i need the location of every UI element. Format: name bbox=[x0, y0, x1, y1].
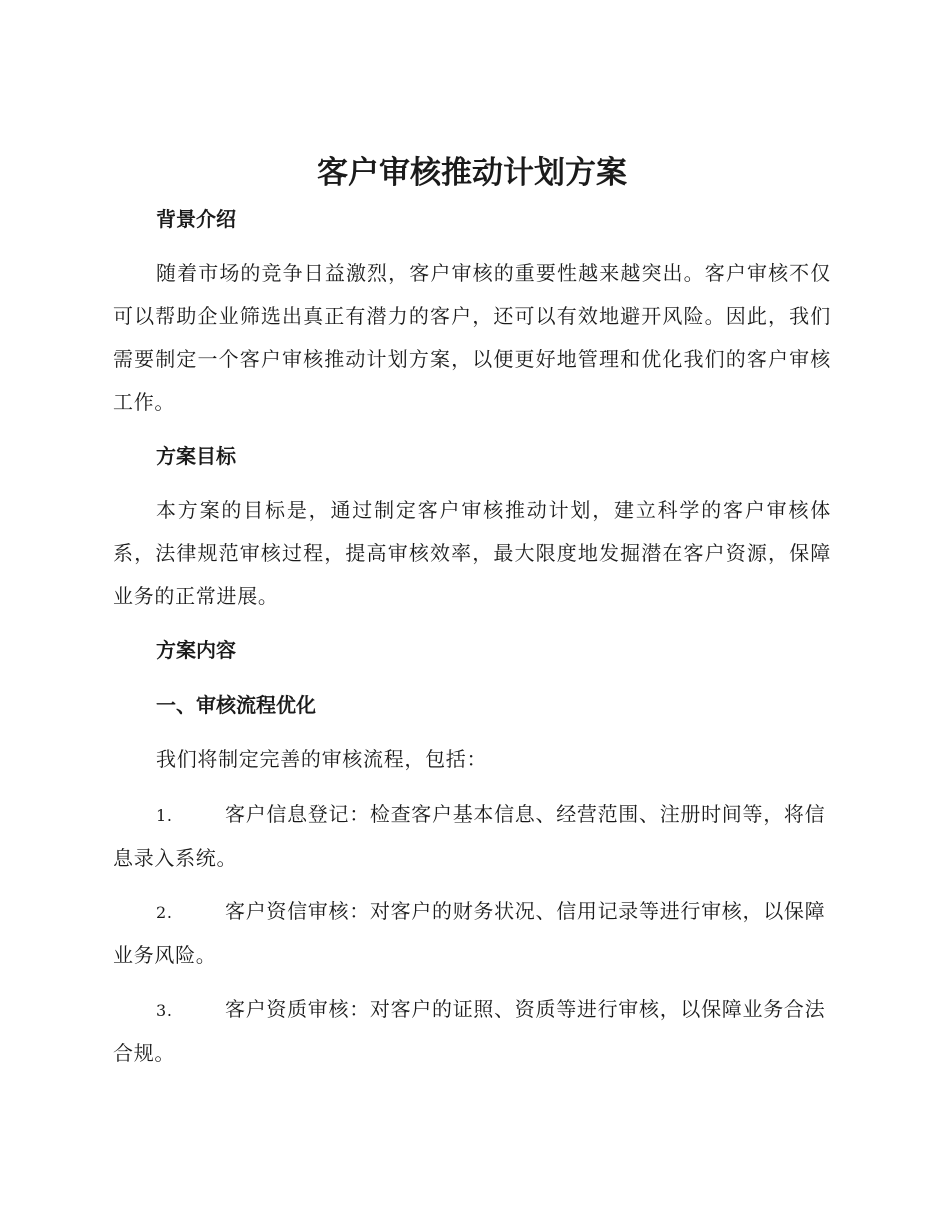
document-title: 客户审核推动计划方案 bbox=[317, 155, 627, 191]
list-number: 3. bbox=[156, 1001, 173, 1020]
section-heading-goals: 方案目标 bbox=[156, 444, 236, 468]
section-paragraph-process-intro: 我们将制定完善的审核流程，包括： bbox=[156, 747, 488, 771]
list-text: 客户资质审核：对客户的证照、资质等进行审核，以保障业务合法合规。 bbox=[113, 997, 826, 1065]
section-heading-background: 背景介绍 bbox=[156, 207, 236, 231]
list-item-3 bbox=[113, 988, 831, 1075]
section-paragraph-background: 随着市场的竞争日益激烈，客户审核的重要性越来越突出。客户审核不仅可以帮助企业筛选出真正有潜力的客户，还可以有效地避开风险。因此，我们需要制定一个客户审核推动计划方案，以便更好地管理和优化我们的客户审核工作。 bbox=[113, 261, 831, 414]
list-text: 客户信息登记：检查客户基本信息、经营范围、注册时间等，将信息录入系统。 bbox=[113, 802, 826, 870]
list-number: 1. bbox=[156, 806, 173, 825]
section-heading-content: 方案内容 bbox=[156, 638, 236, 662]
list-item-1 bbox=[113, 793, 831, 880]
list-item-2 bbox=[113, 890, 831, 977]
section-heading-process-optimization: 一、审核流程优化 bbox=[156, 693, 316, 717]
section-paragraph-goals: 本方案的目标是，通过制定客户审核推动计划，建立科学的客户审核体系，法律规范审核过程，提高审核效率，最大限度地发掘潜在客户资源，保障业务的正常进展。 bbox=[113, 498, 831, 608]
list-text: 客户资信审核：对客户的财务状况、信用记录等进行审核，以保障业务风险。 bbox=[113, 899, 826, 967]
list-number: 2. bbox=[156, 903, 173, 922]
